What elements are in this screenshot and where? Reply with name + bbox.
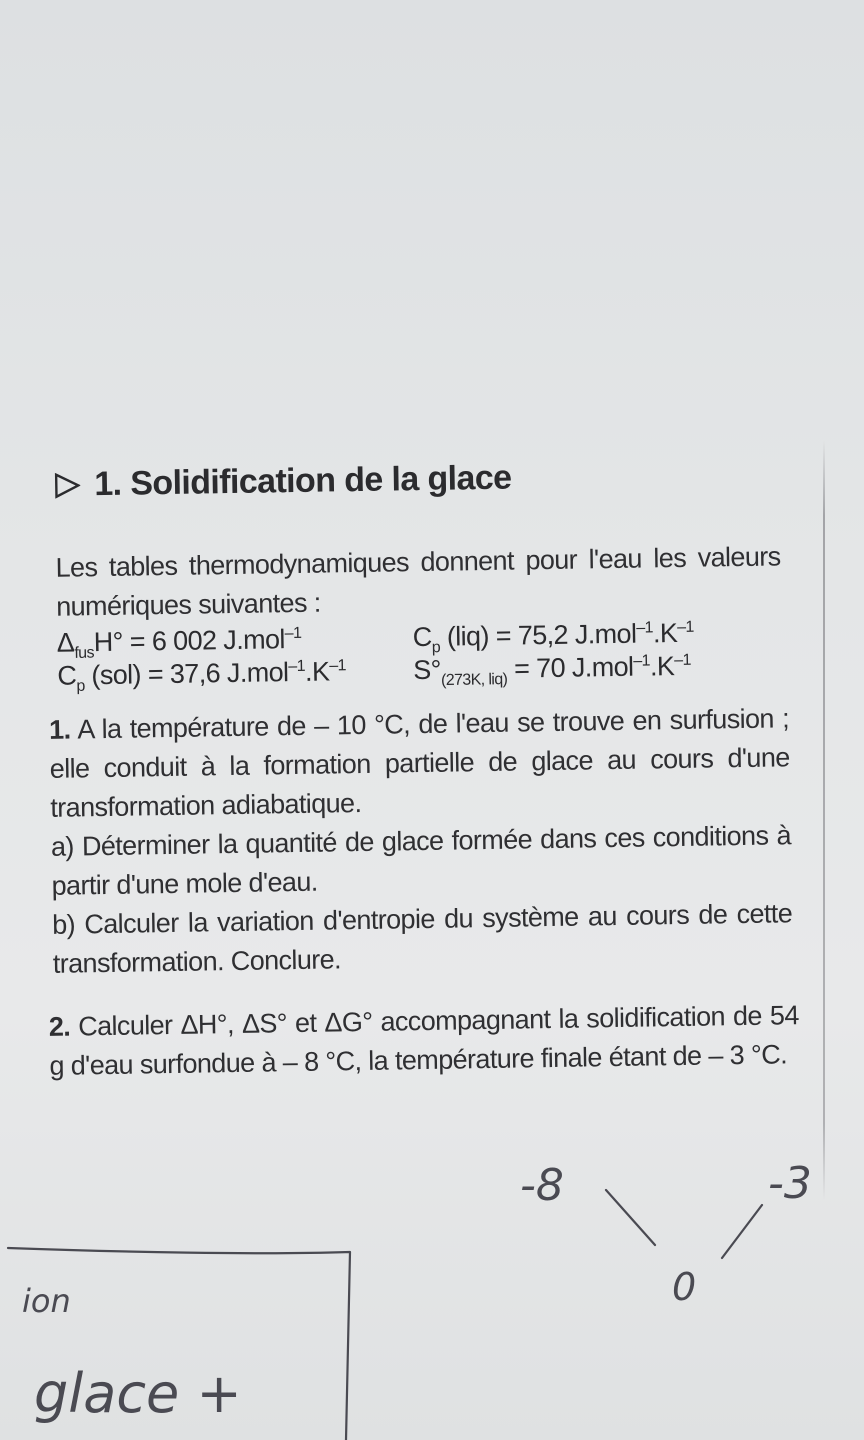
- hand-line-left: [606, 1190, 655, 1245]
- cp-liquid: $C_p$ (liq) = 75,2 $J.mol^{-1}.K^{-1}$: [412, 618, 694, 657]
- hand-minus-3: -3: [768, 1158, 812, 1209]
- hand-minus-8: -8: [520, 1160, 564, 1211]
- question-1a: a) Déterminer la quantité de glace formée dans ces conditions à partir d'une mole d'eau.: [50, 820, 792, 901]
- hand-zero: 0: [672, 1265, 697, 1309]
- entropy-liquid: $S^\circ_{(273K, liq)} = 70$ $J.mol^{-1}.K^{-1}$: [413, 651, 691, 690]
- hand-line-right: [722, 1205, 762, 1258]
- hand-word-2: glace +: [34, 1362, 242, 1425]
- intro-text: Les tables thermodynamiques donnent pour l'eau les valeurs numériques suivantes :: [55, 541, 781, 622]
- question-1b: b) Calculer la variation d'entropie du système au cours de cette transformation. Conclure.: [51, 898, 793, 979]
- exercise-title-text: 1. Solidification de la glace: [93, 458, 512, 504]
- cp-solid: $C_p$ (sol) = 37,6 $J.mol^{-1}.K^{-1}$: [57, 656, 346, 695]
- question-2: 2. Calculer ΔH°, ΔS° et ΔG° accompagnant la solidification de 54 g d'eau surfondue à – 8 °C, la température finale étant de – 3 °C.: [48, 1000, 799, 1081]
- question-1-text: 1. A la température de – 10 °C, de l'eau se trouve en surfusion ; elle conduit à la formation partielle de glace au cours d'une transformation adiabatique.: [48, 703, 790, 823]
- enthalpy-fusion: $\Delta_{fus}H^\circ = 6$ 002 J.mol$^{-1}$: [56, 624, 302, 662]
- hand-word-1: ion: [22, 1282, 71, 1320]
